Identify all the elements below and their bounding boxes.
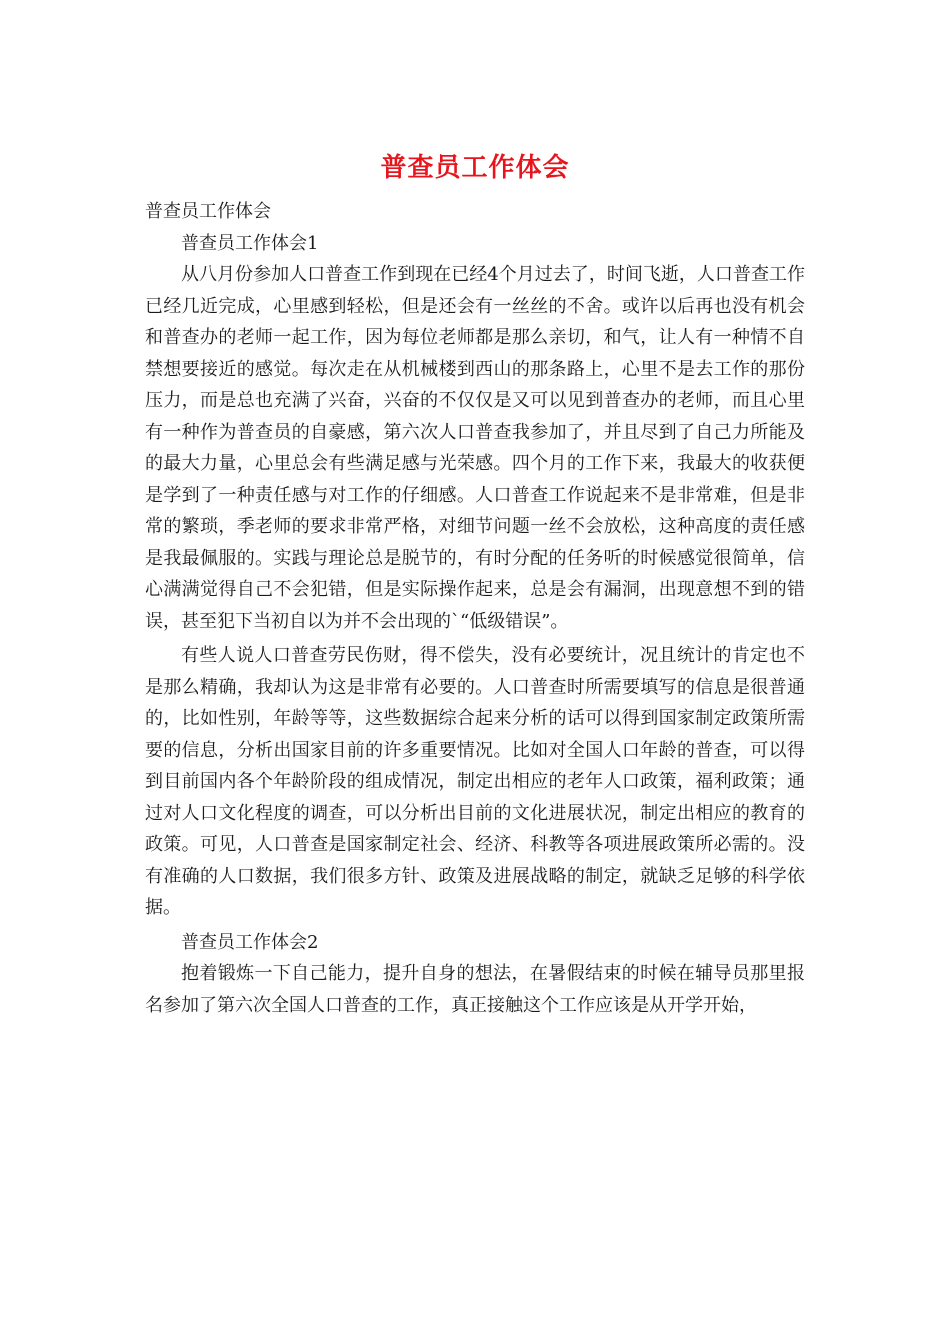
section-1-heading: 普查员工作体会1 bbox=[181, 232, 319, 254]
document-body bbox=[145, 196, 805, 1024]
section-2-paragraph-1: 抱着锻炼一下自己能力，提升自身的想法，在暑假结束的时候在辅导员那里报名参加了第六次全国人口普查的工作，真正接触这个工作应该是从开学开始， bbox=[145, 963, 805, 1016]
section-1-paragraph-2: 有些人说人口普查劳民伤财，得不偿失，没有必要统计，况且统计的肯定也不是那么精确，我却认为这是非常有必要的。人口普查时所需要填写的信息是很普通的，比如性别，年龄等等，这些数据综合起来分析的话可以得到国家制定政策所需要的信息，分析出国家目前的许多重要情况。比如对全国人口年龄的普查，可以得到目前国内各个年龄阶段的组成情况，制定出相应的老年人口政策，福利政策；通过对人口文化程度的调查，可以分析出目前的文化进展状况，制定出相应的教育的政策。可见，人口普查是国家制定社会、经济、科教等各项进展政策所必需的。没有准确的人口数据，我们很多方针、政策及进展战略的制定，就缺乏足够的科学依据。 bbox=[145, 645, 805, 918]
document-title: 普查员工作体会 bbox=[380, 153, 570, 183]
section-1-paragraph-1: 从八月份参加人口普查工作到现在已经4个月过去了，时间飞逝，人口普查工作已经几近完成，心里感到轻松，但是还会有一丝丝的不舍。或许以后再也没有机会和普查办的老师一起工作，因为每位老师都是那么亲切，和气，让人有一种情不自禁想要接近的感觉。每次走在从机械楼到西山的那条路上，心里不是去工作的那份压力，而是总也充满了兴奋，兴奋的不仅仅是又可以见到普查办的老师，而且心里有一种作为普查员的自豪感，第六次人口普查我参加了，并且尽到了自己力所能及的最大力量，心里总会有些满足感与光荣感。四个月的工作下来，我最大的收获便是学到了一种责任感与对工作的仔细感。人口普查工作说起来不是非常难，但是非常的繁琐，季老师的要求非常严格，对细节问题一丝不会放松，这种高度的责任感是我最佩服的。实践与理论总是脱节的，有时分配的任务听的时候感觉很简单，信心满满觉得自己不会犯错，但是实际操作起来，总是会有漏洞，出现意想不到的错误，甚至犯下当初自以为并不会出现的`“低级错误”。 bbox=[145, 264, 805, 632]
section-2-heading: 普查员工作体会2 bbox=[181, 931, 319, 953]
document-subtitle: 普查员工作体会 bbox=[145, 201, 271, 222]
